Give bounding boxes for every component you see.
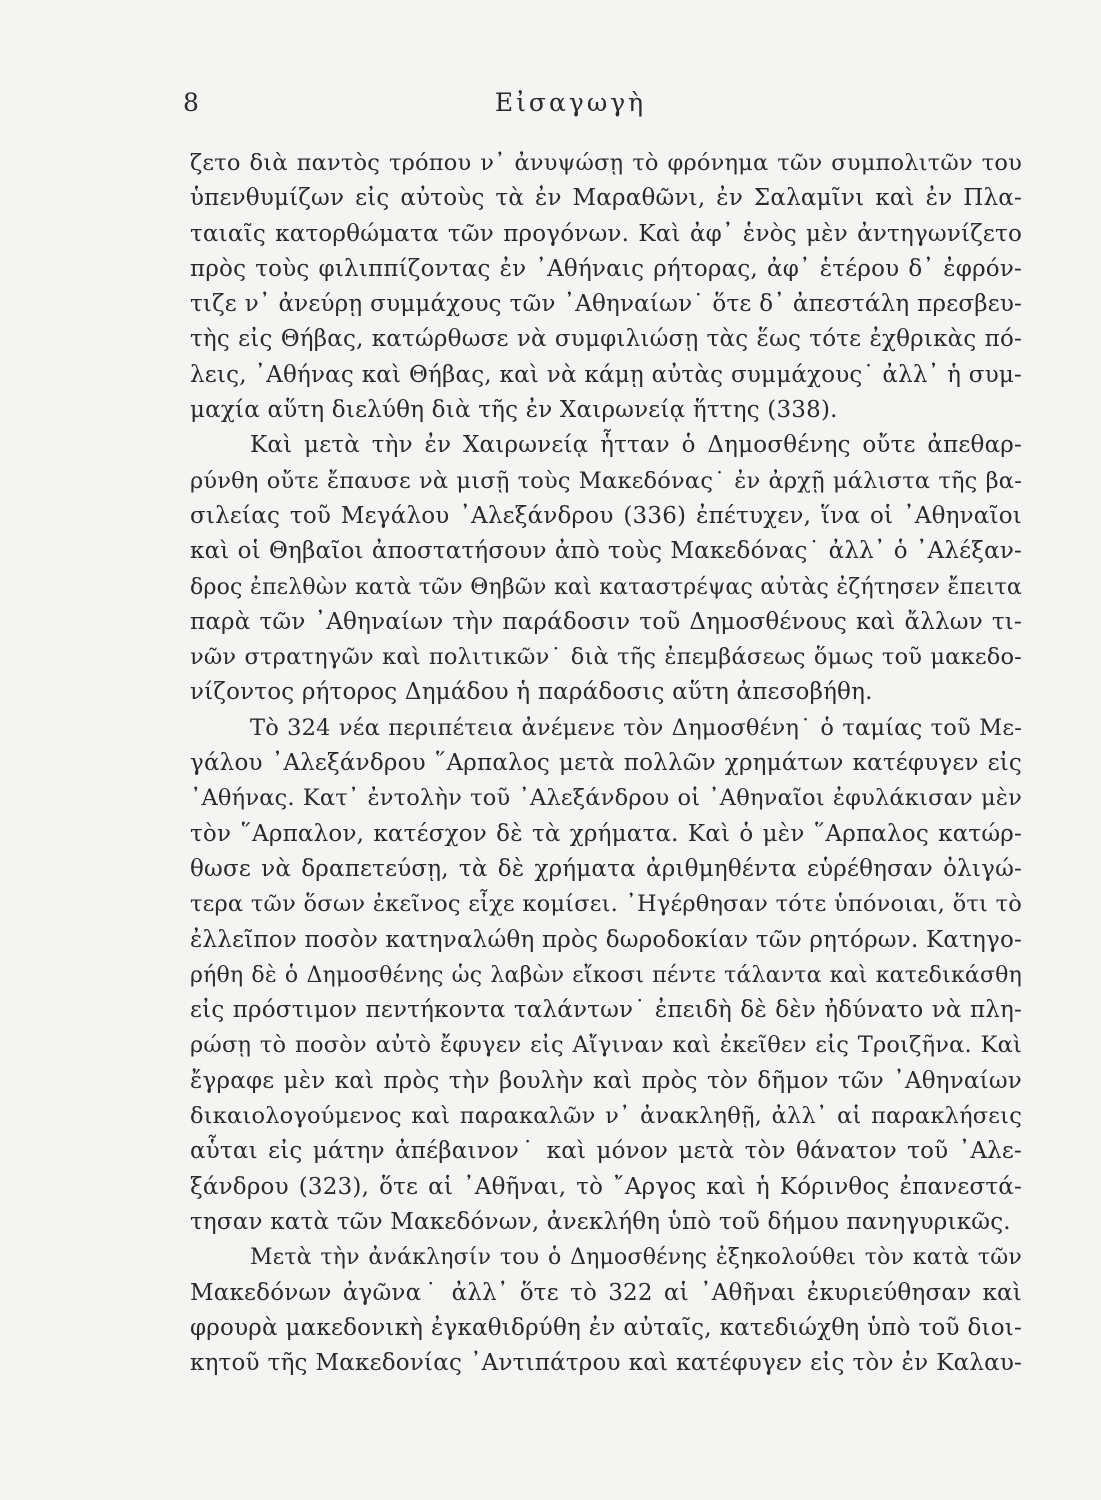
text-line: ξάνδρου (323), ὅτε αἱ ᾽Αθῆναι, τὸ ῎Αργος καὶ ἡ Κόρινθος ἐπανεστά- <box>190 1173 1022 1200</box>
text-line: κητοῦ τῆς Μακεδονίας ᾽Αντιπάτρου καὶ κατέφυγεν εἰς τὸν ἐν Καλαυ- <box>190 1350 1022 1377</box>
text-line: μαχία αὕτη διελύθη διὰ τῆς ἐν Χαιρωνείᾳ ἥττης (338). <box>190 397 838 424</box>
text-line: τιζε ν᾽ ἀνεύρῃ συμμάχους τῶν ᾽Αθηναίων˙ ὅτε δ᾽ ἀπεστάλη πρεσβευ- <box>190 291 1022 318</box>
text-line: θωσε νὰ δραπετεύσῃ, τὰ δὲ χρήματα ἀριθμηθέντα εὑρέθησαν ὀλιγώ- <box>190 855 1022 882</box>
text-line: τερα τῶν ὅσων ἐκεῖνος εἶχε κομίσει. ᾽Ηγέρθησαν τότε ὑπόνοιαι, ὅτι τὸ <box>190 891 1022 918</box>
text-line: τησαν κατὰ τῶν Μακεδόνων, ἀνεκλήθη ὑπὸ τοῦ δήμου πανηγυρικῶς. <box>190 1208 1011 1235</box>
text-line: νίζοντος ρήτορος Δημάδου ἡ παράδοσις αὕτη ἀπεσοβήθη. <box>190 679 873 706</box>
text-line: δρος ἐπελθὼν κατὰ τῶν Θηβῶν καὶ καταστρέψας αὐτὰς ἐζήτησεν ἔπειτα <box>190 574 1022 600</box>
text-line: λεις, ᾽Αθήνας καὶ Θήβας, καὶ νὰ κάμῃ αὐτὰς συμμάχους˙ ἀλλ᾽ ἡ συμ- <box>190 361 1022 388</box>
text-line: καὶ οἱ Θηβαῖοι ἀποστατήσουν ἀπὸ τοὺς Μακεδόνας˙ ἀλλ᾽ ὁ ᾽Αλέξαν- <box>190 538 1022 565</box>
text-line: Μακεδόνων ἀγῶνα˙ ἀλλ᾽ ὅτε τὸ 322 αἱ ᾽Αθῆναι ἐκυριεύθησαν καὶ <box>190 1279 1022 1306</box>
text-line: νῶν στρατηγῶν καὶ πολιτικῶν˙ διὰ τῆς ἐπεμβάσεως ὅμως τοῦ μακεδο- <box>190 644 1022 671</box>
text-line: ταιαῖς κατορθώματα τῶν προγόνων. Καὶ ἀφ᾽ ἑνὸς μὲν ἀντηγωνίζετο <box>190 220 1022 247</box>
text-line: παρὰ τῶν ᾽Αθηναίων τὴν παράδοσιν τοῦ Δημοσθένους καὶ ἄλλων τι- <box>190 608 1022 635</box>
text-line: Μετὰ τὴν ἀνάκλησίν του ὁ Δημοσθένης ἐξηκολούθει τὸν κατὰ τῶν <box>250 1245 1022 1271</box>
text-line: τὸν ῞Αρπαλον, κατέσχον δὲ τὰ χρήματα. Καὶ ὁ μὲν ῞Αρπαλος κατώρ- <box>190 820 1022 847</box>
text-line: ρήθη δὲ ὁ Δημοσθένης ὡς λαβὼν εἴκοσι πέντε τάλαντα καὶ κατεδικάσθη <box>190 962 1022 988</box>
text-line: πρὸς τοὺς φιλιππίζοντας ἐν ᾽Αθήναις ρήτορας, ἀφ᾽ ἑτέρου δ᾽ ἐφρόν- <box>190 255 1022 282</box>
body-text <box>190 146 1022 1381</box>
page-number: 8 <box>183 88 200 117</box>
text-line: φρουρὰ μακεδονικὴ ἐγκαθιδρύθη ἐν αὐταῖς, κατεδιώχθη ὑπὸ τοῦ διοι- <box>190 1314 1022 1341</box>
text-line: σιλείας τοῦ Μεγάλου ᾽Αλεξάνδρου (336) ἐπέτυχεν, ἵνα οἱ ᾽Αθηναῖοι <box>190 502 1022 529</box>
text-line: τὴς εἰς Θήβας, κατώρθωσε νὰ συμφιλιώσῃ τὰς ἕως τότε ἐχθρικὰς πό- <box>190 326 1022 353</box>
text-line: ἐλλεῖπον ποσὸν κατηναλώθη πρὸς δωροδοκίαν τῶν ρητόρων. Κατηγο- <box>190 926 1022 953</box>
text-line: γάλου ᾽Αλεξάνδρου ῞Αρπαλος μετὰ πολλῶν χρημάτων κατέφυγεν εἰς <box>190 750 1022 777</box>
text-line: ζετο διὰ παντὸς τρόπου ν᾽ ἀνυψώσῃ τὸ φρόνημα τῶν συμπολιτῶν του <box>190 150 1022 176</box>
text-line: ρώσῃ τὸ ποσὸν αὐτὸ ἔφυγεν εἰς Αἴγιναν καὶ ἐκεῖθεν εἰς Τροιζῆνα. Καὶ <box>190 1032 1022 1059</box>
text-line: ᾽Αθήνας. Κατ᾽ ἐντολὴν τοῦ ᾽Αλεξάνδρου οἱ ᾽Αθηναῖοι ἐφυλάκισαν μὲν <box>190 785 1022 812</box>
running-title: Εἰσαγωγὴ <box>494 88 647 117</box>
text-line: δικαιολογούμενος καὶ παρακαλῶν ν᾽ ἀνακληθῇ, ἀλλ᾽ αἱ παρακλήσεις <box>190 1103 1022 1130</box>
text-line: ὑπενθυμίζων εἰς αὐτοὺς τὰ ἐν Μαραθῶνι, ἐν Σαλαμῖνι καὶ ἐν Πλα- <box>190 185 1022 212</box>
text-line: Καὶ μετὰ τὴν ἐν Χαιρωνείᾳ ἧτταν ὁ Δημοσθένης οὔτε ἀπεθαρ- <box>250 432 1022 459</box>
text-line: Τὸ 324 νέα περιπέτεια ἀνέμενε τὸν Δημοσθένη˙ ὁ ταμίας τοῦ Με- <box>250 714 1022 741</box>
text-line: ρύνθη οὔτε ἔπαυσε νὰ μισῇ τοὺς Μακεδόνας˙ ἐν ἀρχῇ μάλιστα τῆς βα- <box>190 467 1022 494</box>
text-line: αὗται εἰς μάτην ἀπέβαινον˙ καὶ μόνον μετὰ τὸν θάνατον τοῦ ᾽Αλε- <box>190 1138 1022 1165</box>
text-line: εἰς πρόστιμον πεντήκοντα ταλάντων˙ ἐπειδὴ δὲ δὲν ἠδύνατο νὰ πλη- <box>190 997 1022 1024</box>
text-line: ἔγραφε μὲν καὶ πρὸς τὴν βουλὴν καὶ πρὸς τὸν δῆμον τῶν ᾽Αθηναίων <box>190 1067 1022 1094</box>
